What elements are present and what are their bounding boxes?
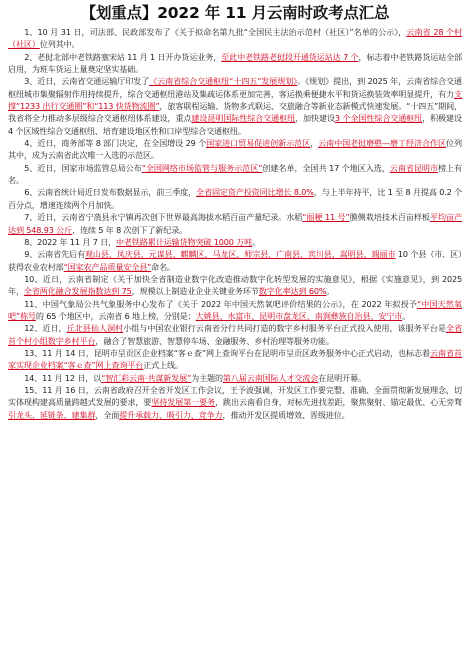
highlight-text: 引龙头、延链条、建集群: [8, 409, 96, 420]
news-item: [8, 298, 462, 323]
highlight-text: 中老铁路累计运输货物突破 1000 万吨: [116, 236, 253, 247]
news-item: [8, 322, 462, 347]
item-text: 13、11 月 14 日，昆明市呈贡区企业档案“客ｅ查”网上查询平台在昆明市呈贡区政务服务中心正式启动，也标志着: [24, 347, 431, 358]
news-list: [8, 26, 462, 421]
news-item: [8, 347, 462, 372]
news-item: [8, 51, 462, 76]
highlight-text: 云南省昆明市: [389, 162, 438, 173]
news-item: [8, 75, 462, 137]
item-text: 榜上有名。: [8, 162, 462, 186]
item-text: 位列其中。: [39, 39, 80, 50]
highlight-text: “全国网络市场监管与服务示范区”: [141, 162, 263, 173]
highlight-text: 全省两化融合发展指数达到 75: [23, 286, 132, 297]
item-text: 5、近日，国家市场监管总局公布: [24, 162, 142, 173]
item-text: 。: [252, 236, 261, 247]
highlight-text: 大姚县、水富市、昆明市盘龙区、南涧彝族自治县、安宁市: [195, 310, 403, 321]
item-text: 正式上线。: [143, 360, 183, 371]
item-text: 4、近日，商务部等 8 部门决定，在全国增设 29 个: [24, 138, 207, 149]
news-item: [8, 236, 462, 248]
highlight-text: “中国天然氧吧”称号: [8, 298, 462, 321]
item-text: 15、11 月 16 日，云南省政府召开全省开发区工作会议，王予波强调，开发区工作要完整、准确、全面贯彻新发展理念，切实体现构建高质量跨越式发展的要求，要: [8, 384, 462, 408]
highlight-text: 云南中国老挝磨憨—磨丁经济合作区: [318, 138, 447, 149]
item-text: ，: [310, 138, 319, 149]
item-text: 小组与中国农业银行云南省分行共同打造的数字乡村服务平台正式投入使用，该服务平台是: [123, 323, 446, 334]
news-item: [8, 162, 462, 187]
document-title: 【划重点】2022 年 11 月云南时政考点汇总: [80, 4, 390, 22]
highlight-text: 观山县、凤庆县、元谋县、麒麟区、马龙区、师宗县、广南县、宾川县、嵩明县、瑞丽市: [84, 249, 396, 260]
item-text: ，连续 5 年 8 次创下了新纪录。: [72, 224, 188, 235]
item-text: 2、老挝北部中老铁路塞宋站 11 月 1 日开办货运业务，: [24, 51, 222, 62]
news-item: [8, 384, 462, 421]
highlight-text: 建设昆明国际性综合交通枢纽: [191, 113, 296, 124]
news-item: [8, 273, 462, 298]
item-text: 14、11 月 12 日，以: [24, 372, 102, 383]
item-text: 9、云南省先后有: [24, 249, 85, 260]
item-text: ，与上半年持平，比 1 至 8 月提高 0.2 个百分点，增速连续两个月加快。: [8, 187, 462, 210]
highlight-text: 《云南省综合交通枢纽“十四五”发展规划》: [149, 76, 298, 87]
item-text: 命名。: [151, 261, 175, 272]
item-text: 。: [402, 310, 411, 321]
news-item: [8, 248, 462, 273]
item-text: ，加快建设: [295, 113, 335, 124]
item-text: 10、近日，云南省制定《关于加快全省制造业数字化改造推动数字化转型发展的实施意见》，根据《实施意见》，到 2025 年，: [8, 273, 462, 297]
item-text: 7、近日，云南省宁蒗县永宁镇再次创下世界最高海拔水稻百亩产量纪录。水稻: [24, 212, 303, 223]
highlight-text: “国家农产品质量安全县”: [63, 261, 152, 272]
item-text: ，标志着中老铁路货运站全部启用，为班车货运上量奠定坚实基础。: [8, 51, 462, 75]
item-text: ，融合了智慧旅游、智慧停车场、金融服务、乡村治理等服务功能。: [95, 335, 334, 346]
highlight-text: 全省首个村小组数字乡村平台: [8, 323, 463, 346]
item-text: ，旅客联程运输、货物多式联运、交旅融合等新业态新模式快速发展。“十四五”期间，我省将全力推动多层级综合交通枢纽体系建设，重点: [8, 101, 463, 124]
highlight-text: 第八届云南国际人才交流会: [222, 372, 319, 383]
highlight-text: “丽粳 11 号”: [302, 212, 350, 223]
highlight-text: 至此中老铁路老挝段开通货运站达 7 个: [221, 51, 359, 62]
news-item: [8, 26, 462, 51]
item-text: ，积极建设 4 个区域性综合交通枢纽、培育建设地区性和口岸型综合交通枢纽。: [8, 113, 462, 136]
item-text: 11、中国气象局公共气象服务中心发布了《关于 2022 年中国天然氧吧评价结果的公示》，在 2022 年拟授予: [24, 298, 417, 309]
item-text: 12、近日，: [24, 323, 67, 334]
item-text: 8、2022 年 11 月 7 日，: [24, 236, 117, 247]
highlight-text: 全省固定资产投资同比增长 8.0%: [196, 187, 314, 198]
item-text: 膜侧栽培技术百亩样板: [349, 212, 430, 223]
item-text: 3、近日，云南省交通运输厅印发了: [24, 76, 150, 87]
item-text: ，跳出云南看自身，对标先进找差距，聚焦聚射、锚定最优、心无旁骛: [215, 397, 462, 408]
item-text: 1、10 月 31 日，司法部、民政部发布了《关于拟命名第九批“全国民主法治示范村（社区）”名单的公示》，: [24, 27, 407, 37]
highlight-text: 提升承载力、吸引力、竞争力: [119, 409, 223, 420]
news-item: [8, 137, 462, 162]
item-text: 创建名单，全国共 17 个地区入选，: [262, 162, 390, 173]
item-text: 为主题的: [191, 372, 223, 383]
news-item: [8, 186, 462, 211]
news-item: [8, 211, 462, 236]
highlight-text: 丘北县仙人洞村: [66, 323, 124, 334]
highlight-text: 云南省首家实现企业档案“客ｅ查”网上查询平台: [8, 347, 463, 371]
highlight-text: “智汇彩云南·共谋新发展”: [101, 372, 192, 383]
item-text: 10 个县（市、区）获得农业农村部: [8, 249, 462, 272]
highlight-text: 国家进口贸易促进创新示范区: [206, 138, 311, 149]
highlight-text: 支撑“1233 出行交通圈”和“113 快货物流圈”: [8, 88, 462, 112]
item-text: 。《规划》提出，到 2025 年，云南省综合交通枢纽城市集聚辐射作用持续提升，综合交通枢纽港站及集疏运体系更加完善，客运换乘便捷水平和货运换装效率明显提升，有力: [8, 76, 462, 99]
item-text: ，全面: [95, 409, 120, 420]
highlight-text: 3 个全国性综合交通枢纽: [334, 113, 423, 124]
item-text: ，规模以上制造业企业关键业务环节: [131, 286, 259, 297]
highlight-text: 数字化率达到 60%: [258, 286, 327, 297]
item-text: 6、云南省统计局近日发布数据显示，前三季度，: [24, 187, 197, 198]
highlight-text: 云南省 28 个村（社区）: [8, 27, 462, 50]
highlight-text: 平均亩产达到 548.93 公斤: [8, 212, 462, 235]
item-text: 。: [326, 286, 335, 297]
item-text: 位列其中，成为云南省此次唯一入选的示范区。: [8, 138, 462, 161]
item-text: 在昆明开幕。: [318, 372, 366, 383]
highlight-text: 坚持发展第一要务: [151, 397, 216, 408]
item-text: ，推动开发区提质增效、晋级进位。: [222, 409, 350, 420]
news-item: [8, 372, 462, 384]
item-text: 的 65 个地区中，云南省 6 地上榜，分别是：: [35, 310, 196, 321]
